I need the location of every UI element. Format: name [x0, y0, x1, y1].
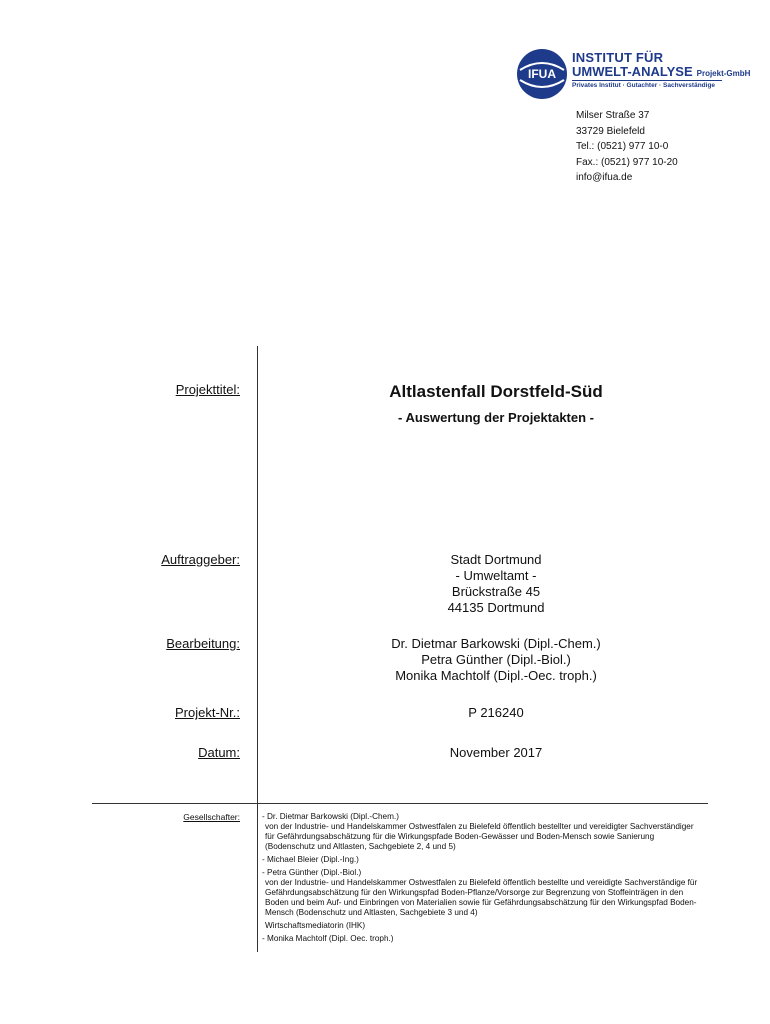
project-number-label: Projekt-Nr.: — [174, 705, 240, 720]
date-label: Datum: — [198, 745, 240, 760]
client-line: 44135 Dortmund — [447, 600, 545, 615]
horizontal-divider — [92, 803, 708, 804]
processing-line: Dr. Dietmar Barkowski (Dipl.-Chem.) — [391, 636, 601, 651]
project-subtitle: - Auswertung der Projektakten - — [398, 410, 594, 425]
project-title-label: Projekttitel: — [175, 382, 240, 397]
partner-description: von der Industrie- und Handelskammer Ostwestfalen zu Bielefeld öffentlich bestellte und vereidigte Sachverständige für Gefährdungsabschätzung für den Wirkungspfad Boden-Pflanze/Vorsorge zur Begrenzung von Stoffeinträgen in den Boden und beim Auf- und Einbringen von Materialien sowie für Gefährdungsabschätzung für den Wirkungspfad Boden-Mensch (Bodenschutz und Altlasten, Sachgebiete 3 und 4) — [265, 878, 698, 917]
processing-line: Petra Günther (Dipl.-Biol.) — [421, 652, 571, 667]
logo-line-2 — [572, 64, 750, 79]
partner-name: - Monika Machtolf (Dipl. Oec. troph.) — [262, 934, 394, 943]
logo-tagline: Privates Institut · Gutachter · Sachverständige — [572, 82, 716, 89]
client-block — [258, 552, 734, 616]
logo-line-1: INSTITUT FÜR — [572, 50, 664, 65]
partner-name: - Dr. Dietmar Barkowski (Dipl.-Chem.) — [262, 812, 399, 821]
date-value: November 2017 — [449, 745, 543, 760]
partner-name: - Petra Günther (Dipl.-Biol.) — [262, 868, 362, 877]
logo-mark-text: IFUA — [528, 67, 556, 81]
address-email: info@ifua.de — [576, 172, 633, 183]
partners-list — [262, 812, 702, 947]
address-street: Milser Straße 37 — [576, 110, 650, 121]
address-city: 33729 Bielefeld — [576, 125, 645, 137]
address-fax: Fax.: (0521) 977 10-20 — [576, 156, 678, 168]
project-number-value: P 216240 — [468, 705, 524, 720]
client-label: Auftraggeber: — [161, 552, 240, 567]
address-tel: Tel.: (0521) 977 10-0 — [576, 141, 669, 152]
company-logo — [516, 44, 751, 100]
project-title: Altlastenfall Dorstfeld-Süd — [389, 382, 603, 401]
partner-name: - Michael Bleier (Dipl.-Ing.) — [262, 855, 359, 864]
client-line: Brückstraße 45 — [451, 584, 541, 599]
processing-block — [258, 636, 734, 684]
partners-label: Gesellschafter: — [183, 812, 240, 822]
partner-entry — [262, 934, 702, 944]
ifua-globe-icon — [516, 48, 568, 100]
processing-label: Bearbeitung: — [166, 636, 240, 651]
logo-line-2-main: UMWELT-ANALYSE — [572, 64, 693, 79]
logo-line-2-suffix: Projekt-GmbH — [696, 69, 751, 78]
partner-entry — [262, 812, 702, 852]
partner-extra: Wirtschaftsmediatorin (IHK) — [265, 921, 366, 930]
logo-divider — [572, 80, 722, 81]
partner-description: von der Industrie- und Handelskammer Ostwestfalen zu Bielefeld öffentlich bestellter und vereidigter Sachverständiger für Gefährdungsabschätzung für die Wirkungspfade Boden-Gewässer und Boden-Mensch sowie Sanierung (Bodenschutz und Altlasten, Sachgebiete 2, 4 und 5) — [265, 822, 694, 851]
client-line: Stadt Dortmund — [450, 552, 542, 567]
address-block — [576, 108, 678, 186]
partner-entry — [262, 868, 702, 931]
processing-line: Monika Machtolf (Dipl.-Oec. troph.) — [395, 668, 597, 683]
partner-entry — [262, 855, 702, 865]
client-line: - Umweltamt - — [455, 568, 537, 583]
